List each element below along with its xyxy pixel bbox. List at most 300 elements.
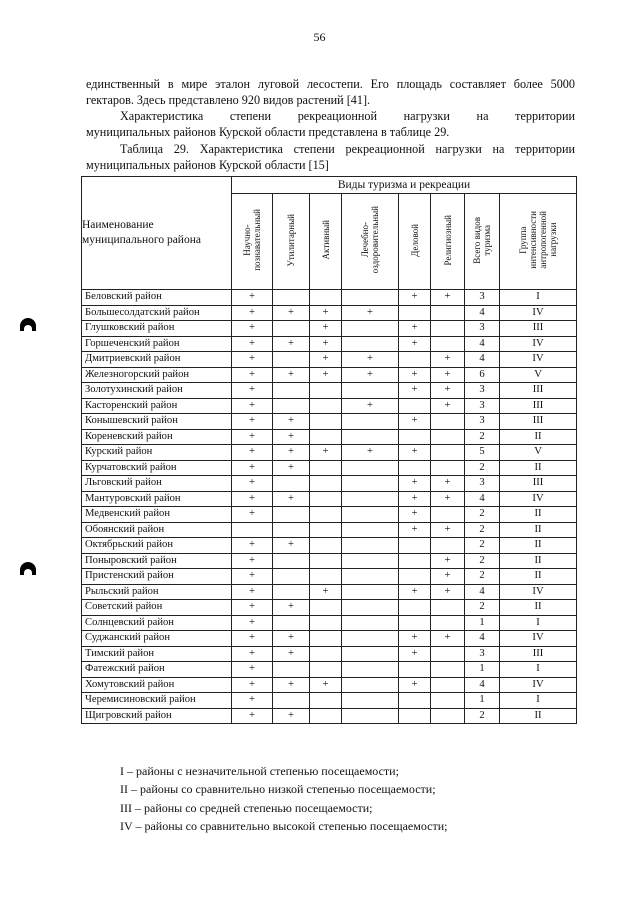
column-header-label: Лечебно- оздоровительный: [360, 206, 380, 274]
table-cell: +: [273, 677, 310, 693]
table-cell: [399, 352, 431, 368]
table-row: [82, 677, 577, 693]
table-cell: [431, 615, 465, 631]
table-cell: [310, 553, 342, 569]
table-cell: [431, 646, 465, 662]
table-cell: 1: [465, 693, 500, 709]
table-cell: 2: [465, 522, 500, 538]
table-cell: +: [310, 305, 342, 321]
table-cell: [342, 476, 399, 492]
district-name-cell: Золотухинский район: [82, 383, 232, 399]
table-cell: 4: [465, 336, 500, 352]
table-row: [82, 429, 577, 445]
legend: [120, 762, 540, 835]
table-cell: [431, 445, 465, 461]
district-name-cell: Тимский район: [82, 646, 232, 662]
table-cell: +: [399, 646, 431, 662]
table-cell: +: [431, 569, 465, 585]
table-cell: +: [232, 693, 273, 709]
table-cell: III: [500, 398, 577, 414]
tourism-types-header: Виды туризма и рекреации: [232, 177, 577, 194]
table-cell: +: [310, 677, 342, 693]
table-cell: [310, 398, 342, 414]
table-row: [82, 708, 577, 724]
table-cell: [310, 600, 342, 616]
table-row: [82, 538, 577, 554]
table-cell: +: [342, 445, 399, 461]
table-cell: +: [431, 553, 465, 569]
table-cell: [273, 584, 310, 600]
table-cell: [310, 569, 342, 585]
column-header-label: Деловой: [409, 223, 420, 257]
table-cell: +: [399, 584, 431, 600]
table-cell: [431, 321, 465, 337]
table-cell: 3: [465, 383, 500, 399]
table-cell: +: [431, 290, 465, 306]
district-name-cell: Солнцевский район: [82, 615, 232, 631]
table-cell: +: [273, 305, 310, 321]
table-cell: +: [399, 383, 431, 399]
table-cell: 2: [465, 460, 500, 476]
table-cell: [342, 600, 399, 616]
table-cell: +: [342, 367, 399, 383]
table-cell: 4: [465, 631, 500, 647]
table-cell: +: [399, 290, 431, 306]
table-row: [82, 491, 577, 507]
table-cell: +: [232, 305, 273, 321]
table-row: [82, 507, 577, 523]
table-cell: II: [500, 538, 577, 554]
table-cell: +: [232, 414, 273, 430]
table-cell: 3: [465, 646, 500, 662]
table-cell: III: [500, 476, 577, 492]
column-header: [232, 194, 273, 290]
table-row: [82, 569, 577, 585]
district-name-cell: Медвенский район: [82, 507, 232, 523]
table-cell: +: [342, 352, 399, 368]
paragraph-2-line-2: муниципальных районов Курской области представлена в таблице 29.: [86, 125, 450, 140]
district-name-cell: Октябрьский район: [82, 538, 232, 554]
table-cell: [342, 383, 399, 399]
table-cell: III: [500, 414, 577, 430]
table-cell: +: [232, 569, 273, 585]
tourism-table: [81, 176, 577, 724]
table-cell: III: [500, 646, 577, 662]
table-cell: [399, 429, 431, 445]
table-cell: [273, 476, 310, 492]
table-cell: [431, 538, 465, 554]
column-header: [431, 194, 465, 290]
paragraph-2: [86, 108, 575, 140]
table-cell: [310, 383, 342, 399]
table-cell: +: [232, 507, 273, 523]
table-row: [82, 646, 577, 662]
table-cell: 4: [465, 352, 500, 368]
table-cell: [342, 708, 399, 724]
column-header-label: Всего видов туризма: [472, 216, 492, 264]
district-name-cell: Обоянский район: [82, 522, 232, 538]
table-cell: [342, 584, 399, 600]
district-name-cell: Щигровский район: [82, 708, 232, 724]
table-cell: +: [310, 584, 342, 600]
table-cell: +: [431, 383, 465, 399]
table-cell: 4: [465, 305, 500, 321]
table-cell: +: [232, 600, 273, 616]
table-row: [82, 662, 577, 678]
table-cell: [399, 398, 431, 414]
table-cell: 6: [465, 367, 500, 383]
table-cell: [399, 708, 431, 724]
table-cell: [431, 414, 465, 430]
district-name-cell: Пристенский район: [82, 569, 232, 585]
table-row: [82, 445, 577, 461]
table-cell: 1: [465, 662, 500, 678]
column-header: [399, 194, 431, 290]
table-row: [82, 336, 577, 352]
table-cell: [342, 569, 399, 585]
table-cell: [342, 677, 399, 693]
column-header-label: Научно- познавательный: [242, 209, 262, 271]
table-cell: +: [399, 414, 431, 430]
table-cell: 4: [465, 584, 500, 600]
table-cell: +: [273, 708, 310, 724]
district-name-cell: Кореневский район: [82, 429, 232, 445]
district-name-cell: Хомутовский район: [82, 677, 232, 693]
table-cell: [310, 290, 342, 306]
table-cell: II: [500, 569, 577, 585]
table-row: [82, 693, 577, 709]
paragraph-1-line-2: гектаров. Здесь представлено 920 видов растений [41].: [86, 93, 371, 108]
table-cell: I: [500, 662, 577, 678]
table-cell: [399, 693, 431, 709]
table-cell: 2: [465, 553, 500, 569]
table-cell: [431, 460, 465, 476]
table-cell: +: [273, 460, 310, 476]
table-cell: +: [232, 398, 273, 414]
table-cell: [310, 522, 342, 538]
table-cell: +: [431, 352, 465, 368]
table-cell: 2: [465, 600, 500, 616]
table-cell: III: [500, 383, 577, 399]
table-cell: 4: [465, 677, 500, 693]
table-cell: [342, 553, 399, 569]
paragraph-1-line-1: единственный в мире эталон луговой лесостепи. Его площадь составляет более 5000: [86, 77, 575, 91]
district-name-header: Наименование муниципального района: [82, 177, 232, 290]
table-cell: [273, 522, 310, 538]
column-header: [500, 194, 577, 290]
table-cell: [310, 414, 342, 430]
table-row: [82, 383, 577, 399]
table-cell: +: [399, 336, 431, 352]
table-cell: [342, 507, 399, 523]
table-cell: [310, 615, 342, 631]
table-row: [82, 631, 577, 647]
table-cell: [342, 538, 399, 554]
table-cell: II: [500, 429, 577, 445]
table-cell: +: [399, 476, 431, 492]
column-header: [273, 194, 310, 290]
paragraph-1: [86, 76, 575, 108]
table-cell: [342, 290, 399, 306]
table-cell: +: [273, 631, 310, 647]
column-header-label: Религиозный: [442, 214, 453, 266]
table-row: [82, 522, 577, 538]
table-cell: [431, 677, 465, 693]
table-cell: +: [399, 321, 431, 337]
column-header: [310, 194, 342, 290]
table-cell: +: [431, 491, 465, 507]
table-cell: IV: [500, 631, 577, 647]
table-cell: [399, 569, 431, 585]
table-cell: [342, 631, 399, 647]
table-cell: +: [431, 367, 465, 383]
table-cell: +: [342, 398, 399, 414]
table-caption: [86, 141, 575, 173]
table-cell: [342, 429, 399, 445]
table-cell: [399, 538, 431, 554]
table-cell: [431, 708, 465, 724]
table-row: [82, 460, 577, 476]
column-header-label: Активный: [320, 220, 331, 260]
table-cell: [273, 553, 310, 569]
table-cell: II: [500, 553, 577, 569]
district-name-cell: Беловский район: [82, 290, 232, 306]
legend-item: I – районы с незначительной степенью посещаемости;: [120, 764, 399, 778]
table-cell: +: [431, 631, 465, 647]
table-cell: 3: [465, 476, 500, 492]
table-cell: [342, 646, 399, 662]
table-cell: +: [273, 646, 310, 662]
table-row: [82, 615, 577, 631]
table-cell: +: [399, 677, 431, 693]
table-cell: +: [232, 336, 273, 352]
table-cell: +: [431, 398, 465, 414]
table-cell: IV: [500, 336, 577, 352]
table-cell: [310, 491, 342, 507]
table-cell: +: [342, 305, 399, 321]
table-cell: [399, 553, 431, 569]
table-cell: +: [232, 662, 273, 678]
table-row: [82, 584, 577, 600]
table-row: [82, 414, 577, 430]
table-cell: [273, 352, 310, 368]
table-cell: I: [500, 693, 577, 709]
table-cell: [273, 398, 310, 414]
district-name-cell: Мантуровский район: [82, 491, 232, 507]
table-cell: +: [399, 491, 431, 507]
table-cell: +: [399, 445, 431, 461]
table-cell: II: [500, 708, 577, 724]
table-cell: +: [232, 584, 273, 600]
table-row: [82, 352, 577, 368]
table-cell: [273, 383, 310, 399]
table-cell: +: [273, 538, 310, 554]
table-cell: [342, 491, 399, 507]
table-cell: +: [399, 522, 431, 538]
table-cell: [232, 522, 273, 538]
table-cell: [431, 336, 465, 352]
table-cell: [399, 460, 431, 476]
table-cell: +: [310, 352, 342, 368]
table-cell: +: [399, 507, 431, 523]
table-cell: [342, 662, 399, 678]
table-cell: +: [232, 615, 273, 631]
table-cell: 5: [465, 445, 500, 461]
table-cell: +: [431, 584, 465, 600]
table-cell: +: [232, 631, 273, 647]
paragraph-2-line-1: Характеристика степени рекреационной нагрузки на территории: [120, 109, 575, 123]
table-cell: +: [273, 429, 310, 445]
column-header: [342, 194, 399, 290]
table-cell: [399, 662, 431, 678]
table-cell: +: [232, 646, 273, 662]
district-name-cell: Поныровский район: [82, 553, 232, 569]
table-cell: +: [273, 445, 310, 461]
table-cell: +: [232, 460, 273, 476]
table-cell: [273, 615, 310, 631]
table-header-row-1: [82, 177, 577, 194]
table-cell: I: [500, 290, 577, 306]
table-caption-line-1: Таблица 29. Характеристика степени рекреационной нагрузки на территории: [120, 142, 575, 156]
table-cell: +: [310, 445, 342, 461]
district-name-cell: Касторенский район: [82, 398, 232, 414]
table-cell: [342, 460, 399, 476]
district-name-cell: Большесолдатский район: [82, 305, 232, 321]
column-header: [465, 194, 500, 290]
column-header-label: Утилитарный: [286, 213, 296, 267]
district-name-cell: Курский район: [82, 445, 232, 461]
table-cell: [431, 600, 465, 616]
table-cell: +: [232, 553, 273, 569]
table-cell: [431, 305, 465, 321]
table-cell: [310, 693, 342, 709]
table-cell: [310, 460, 342, 476]
table-cell: IV: [500, 305, 577, 321]
table-cell: [399, 600, 431, 616]
table-cell: [399, 615, 431, 631]
table-cell: [342, 321, 399, 337]
table-cell: +: [232, 383, 273, 399]
table-cell: IV: [500, 584, 577, 600]
table-cell: [431, 662, 465, 678]
district-name-cell: Фатежский район: [82, 662, 232, 678]
table-body: [82, 290, 577, 724]
table-cell: +: [273, 600, 310, 616]
table-cell: +: [399, 631, 431, 647]
table-cell: 1: [465, 615, 500, 631]
table-cell: 4: [465, 491, 500, 507]
table-cell: [273, 321, 310, 337]
table-cell: [431, 693, 465, 709]
table-cell: +: [310, 321, 342, 337]
table-cell: 3: [465, 321, 500, 337]
table-cell: [273, 662, 310, 678]
table-cell: [310, 507, 342, 523]
table-cell: [310, 646, 342, 662]
table-cell: +: [232, 290, 273, 306]
table-cell: +: [273, 491, 310, 507]
table-row: [82, 321, 577, 337]
column-header-label: Группа интенсивности антропогенной нагрузки: [518, 211, 559, 269]
table-row: [82, 553, 577, 569]
page-number: 56: [313, 30, 326, 44]
district-name-cell: Глушковский район: [82, 321, 232, 337]
table-cell: +: [399, 367, 431, 383]
table-cell: [273, 507, 310, 523]
table-cell: 3: [465, 414, 500, 430]
legend-item: IV – районы со сравнительно высокой степенью посещаемости;: [120, 818, 448, 833]
table-cell: [273, 290, 310, 306]
table-cell: [342, 615, 399, 631]
table-cell: [431, 429, 465, 445]
table-cell: [342, 336, 399, 352]
table-cell: [310, 631, 342, 647]
table-cell: +: [310, 336, 342, 352]
table-cell: +: [431, 476, 465, 492]
table-cell: 3: [465, 398, 500, 414]
table-cell: [273, 693, 310, 709]
table-cell: +: [273, 336, 310, 352]
table-row: [82, 600, 577, 616]
table-row: [82, 476, 577, 492]
table-cell: +: [273, 367, 310, 383]
table-cell: IV: [500, 491, 577, 507]
table-cell: V: [500, 445, 577, 461]
table-cell: +: [232, 352, 273, 368]
table-cell: +: [232, 445, 273, 461]
table-cell: II: [500, 522, 577, 538]
table-cell: [310, 476, 342, 492]
district-name-cell: Курчатовский район: [82, 460, 232, 476]
table-cell: 2: [465, 507, 500, 523]
district-name-cell: Суджанский район: [82, 631, 232, 647]
table-row: [82, 398, 577, 414]
table-cell: [431, 507, 465, 523]
table-cell: II: [500, 460, 577, 476]
table-cell: V: [500, 367, 577, 383]
table-cell: 2: [465, 569, 500, 585]
table-cell: IV: [500, 352, 577, 368]
table-cell: [310, 429, 342, 445]
district-name-cell: Железногорский район: [82, 367, 232, 383]
table-cell: II: [500, 600, 577, 616]
table-cell: [342, 414, 399, 430]
table-cell: [310, 538, 342, 554]
table-cell: [342, 693, 399, 709]
table-cell: [310, 662, 342, 678]
table-cell: +: [232, 677, 273, 693]
legend-item: III – районы со средней степенью посещаемости;: [120, 800, 373, 815]
district-name-cell: Льговский район: [82, 476, 232, 492]
table-cell: +: [232, 367, 273, 383]
table-cell: +: [232, 429, 273, 445]
table-cell: +: [232, 321, 273, 337]
table-cell: 2: [465, 708, 500, 724]
table-row: [82, 305, 577, 321]
table-cell: II: [500, 507, 577, 523]
table-cell: [342, 522, 399, 538]
table-cell: +: [232, 491, 273, 507]
page-margin-mark: [20, 562, 36, 575]
table-cell: IV: [500, 677, 577, 693]
table-row: [82, 290, 577, 306]
district-name-cell: Дмитриевский район: [82, 352, 232, 368]
district-name-cell: Черемисиновский район: [82, 693, 232, 709]
table-cell: [273, 569, 310, 585]
district-name-cell: Рыльский район: [82, 584, 232, 600]
legend-item: II – районы со сравнительно низкой степенью посещаемости;: [120, 782, 436, 797]
page-margin-mark: [20, 318, 36, 331]
